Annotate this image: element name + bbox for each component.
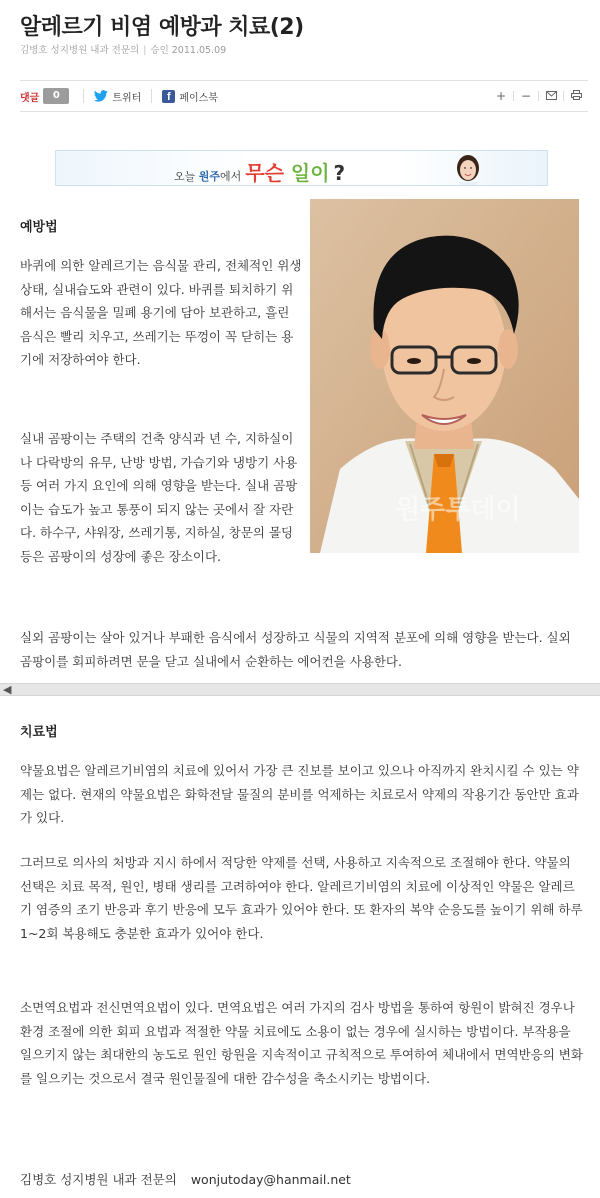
article-toolbar [20, 85, 588, 107]
comment-label: 댓글 [20, 92, 40, 104]
printer-icon [571, 90, 582, 100]
ad-banner-text [174, 157, 345, 186]
author-text: 김병호 성지병원 내과 전문의 [20, 45, 140, 56]
author-signature [20, 1170, 351, 1188]
font-size-decrease-button[interactable]: − [520, 89, 532, 103]
treatment-paragraph-1: 약물요법은 알레르기비염의 치료에 있어서 가장 큰 진보를 보이고 있으나 아직까지 완치시킬 수 있는 약제는 없다. 현재의 약물요법은 화학전달 물질의 분비를 억제하는 치료로서 약제의 작용기간 동안만 효과가 있다. [20, 763, 579, 825]
treatment-paragraph-2: 그러므로 의사의 처방과 지시 하에서 적당한 약제를 선택, 사용하고 지속적으로 조절해야 한다. 약물의 선택은 치료 목적, 원인, 병태 생리를 고려하여야 한다. 알레르기비염의 치료에 이상적인 약물은 알레르기 염증의 조기 반응과 후기 반응에 모두 효과가 있어야 한다. 또 환자의 복약 순응도를 높이기 위해 하루 1~2회 복용해도 충분한 효과가 있어야 한다. [20, 855, 583, 941]
author-email-link[interactable]: wonjutoday@hanmail.net [190, 1172, 351, 1187]
author-photo [310, 199, 579, 553]
print-article-button[interactable] [564, 89, 588, 103]
treatment-paragraph-3: 소면역요법과 전신면역요법이 있다. 면역요법은 여러 가지의 검사 방법을 통하여 항원이 밝혀진 경우나 환경 조절에 의한 회피 요법과 적절한 약물 치료에도 소용이 없는 경우에 실시하는 방법이다. 부작용을 일으키지 않는 최대한의 농도로 원인 항원을 지속적이고 규칙적으로 투여하여 체내에서 면역반응의 변화를 일으키는 것으로서 결국 원인물질에 대한 감수성을 축소시키는 방법이다. [20, 1000, 583, 1086]
facebook-label: 페이스북 [179, 92, 218, 104]
ad-banner-headline: 무슨 일이 [245, 161, 330, 185]
facebook-share-button[interactable] [162, 89, 218, 104]
article-title: 알레르기 비염 예방과 치료(2) [20, 15, 304, 40]
treatment-heading: 치료법 [20, 725, 58, 740]
signature-name: 김병호 성지병원 내과 전문의 [20, 1172, 177, 1187]
toolbar-divider [151, 89, 152, 103]
prevention-paragraph-3: 실외 곰팡이는 살아 있거나 부패한 음식에서 성장하고 식물의 지역적 분포에 의해 영향을 받는다. 실외 곰팡이를 회피하려면 문을 닫고 실내에서 순환하는 에어컨을 사용한다. [20, 630, 571, 669]
twitter-bird-icon [94, 90, 108, 102]
twitter-label: 트위터 [112, 92, 142, 104]
prevention-paragraph-1: 바퀴에 의한 알레르기는 음식물 관리, 전체적인 위생 상태, 실내습도와 관련이 있다. 바퀴를 퇴치하기 위해서는 음식물을 밀폐 용기에 담아 보관하고, 흘린 음식은 빨리 치우고, 쓰레기는 뚜껑이 꼭 닫히는 용기에 저장하여야 한다. [20, 258, 302, 367]
font-size-increase-button[interactable]: + [495, 89, 507, 103]
toolbar-top-rule [20, 80, 588, 81]
toolbar-divider [83, 89, 84, 103]
prevention-heading: 예방법 [20, 220, 58, 235]
twitter-share-button[interactable] [94, 89, 141, 104]
ad-banner-question-mark: ? [333, 161, 346, 185]
horizontal-scrollbar[interactable] [0, 683, 600, 696]
ad-banner-small-text: 오늘 원주에서 [174, 170, 242, 183]
byline-separator: | [143, 45, 147, 56]
comment-count-badge: 0 [43, 88, 69, 104]
approval-date: 승인 2011.05.09 [150, 45, 227, 56]
photo-watermark: 원주투데이 [395, 495, 521, 525]
ad-model-face-image [451, 152, 485, 186]
email-article-button[interactable] [539, 89, 563, 103]
scroll-left-arrow-icon[interactable]: ◀ [3, 683, 12, 696]
comment-button[interactable] [20, 88, 69, 104]
mail-icon [546, 91, 557, 100]
prevention-paragraph-2: 실내 곰팡이는 주택의 건축 양식과 년 수, 지하실이나 다락방의 유무, 난방 방법, 가습기와 냉방기 사용 등 여러 가지 요인에 의해 영향을 받는다. 실내 곰팡이는 습도가 높고 통풍이 되지 않는 곳에서 잘 자란다. 하수구, 샤워장, 쓰레기통, 지하실, 창문의 몰딩 등은 곰팡이의 성장에 좋은 장소이다. [20, 431, 298, 564]
facebook-icon: f [162, 90, 175, 103]
ad-banner[interactable] [55, 150, 548, 186]
toolbar-bottom-rule [20, 111, 588, 112]
toolbar-tools [489, 89, 588, 103]
article-byline [20, 42, 226, 56]
